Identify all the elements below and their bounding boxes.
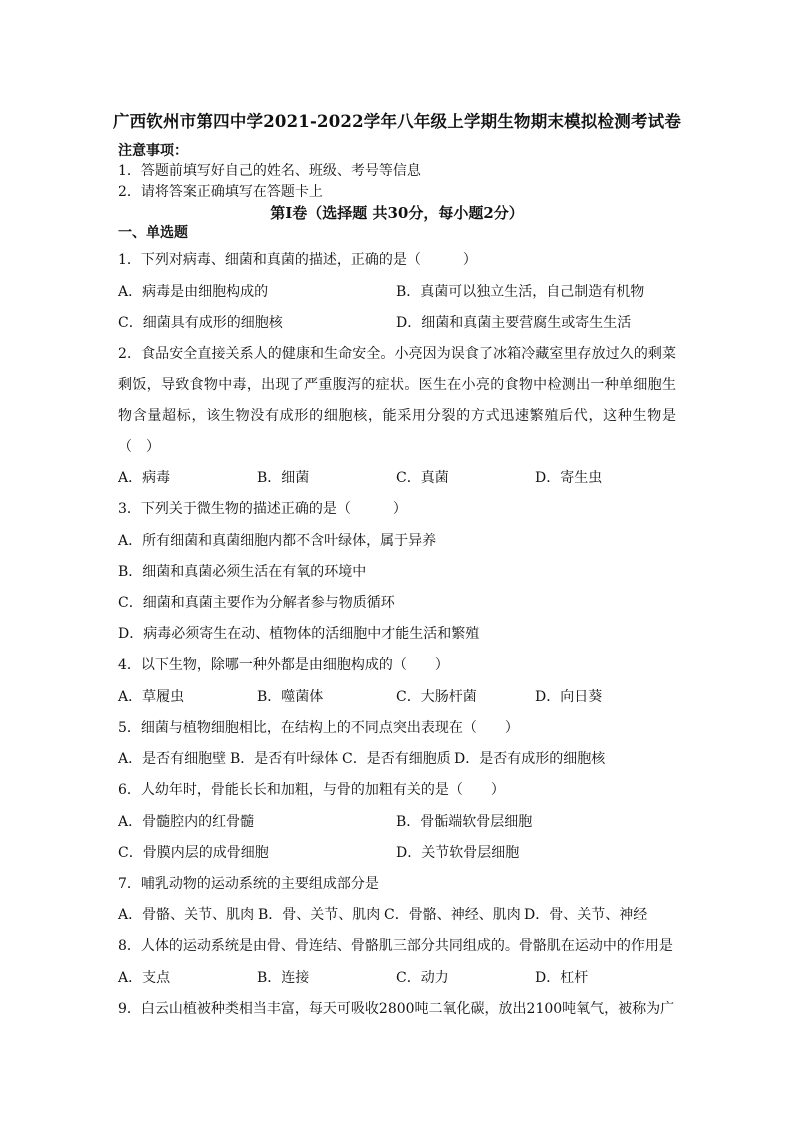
question-1-stem: 1．下列对病毒、细菌和真菌的描述，正确的是（ ）: [118, 252, 477, 268]
q5-option-a: A．是否有细胞壁: [118, 751, 227, 767]
question-2-stem-line-3: 物含量超标，该生物没有成形的细胞核，能采用分裂的方式迅速繁殖后代，这种生物是: [118, 408, 676, 424]
q8-option-b: B．连接: [257, 970, 310, 986]
q7-option-d: D．骨、关节、神经: [524, 907, 648, 923]
q6-option-a: A．骨髓腔内的红骨髓: [118, 814, 255, 830]
question-8-stem: 8．人体的运动系统是由骨、骨连结、骨骼肌三部分共同组成的。骨骼肌在运动中的作用是: [118, 938, 673, 954]
q4-option-b: B．噬菌体: [257, 689, 324, 705]
question-2-stem-line-2: 剩饭，导致食物中毒，出现了严重腹泻的症状。医生在小亮的食物中检测出一种单细胞生: [118, 377, 676, 393]
q7-option-a: A．骨骼、关节、肌肉: [118, 907, 255, 923]
q4-option-d: D．向日葵: [535, 689, 603, 705]
q1-option-c: C．细菌具有成形的细胞核: [118, 315, 283, 331]
question-2-stem-line-4: （ ）: [118, 439, 160, 455]
q2-option-d: D．寄生虫: [535, 470, 603, 486]
q3-option-a: A．所有细菌和真菌细胞内都不含叶绿体，属于异养: [118, 533, 437, 549]
q5-option-c: C．是否有细胞质: [342, 751, 451, 767]
question-3-stem: 3．下列关于微生物的描述正确的是（ ）: [118, 501, 407, 517]
q2-option-b: B．细菌: [257, 470, 310, 486]
q8-option-d: D．杠杆: [535, 970, 589, 986]
notice-item: 1．答题前填写好自己的姓名、班级、考号等信息: [118, 163, 421, 179]
question-4-stem: 4．以下生物，除哪一种外都是由细胞构成的（ ）: [118, 657, 449, 673]
q6-option-c: C．骨膜内层的成骨细胞: [118, 845, 269, 861]
notice-item: 2．请将答案正确填写在答题卡上: [118, 184, 323, 200]
q2-option-a: A．病毒: [118, 470, 171, 486]
q7-option-b: B．骨、关节、肌肉: [258, 907, 381, 923]
section-heading: 一、单选题: [118, 225, 188, 241]
q1-option-b: B．真菌可以独立生活，自己制造有机物: [396, 284, 645, 300]
q6-option-b: B．骨骺端软骨层细胞: [396, 814, 533, 830]
exam-title: 广西钦州市第四中学2021-2022学年八年级上学期生物期末模拟检测考试卷: [112, 112, 682, 131]
volume-heading: 第I卷（选择题 共30分，每小题2分）: [270, 204, 524, 222]
q2-option-c: C．真菌: [396, 470, 449, 486]
q4-option-c: C．大肠杆菌: [396, 689, 477, 705]
question-7-stem: 7．哺乳动物的运动系统的主要组成部分是: [118, 876, 379, 892]
q1-option-a: A．病毒是由细胞构成的: [118, 284, 269, 300]
q4-option-a: A．草履虫: [118, 689, 185, 705]
q3-option-b: B．细菌和真菌必须生活在有氧的环境中: [118, 564, 367, 580]
q8-option-c: C．动力: [396, 970, 449, 986]
question-6-stem: 6．人幼年时，骨能长长和加粗，与骨的加粗有关的是（ ）: [118, 782, 505, 798]
q8-option-a: A．支点: [118, 970, 171, 986]
q7-option-c: C．骨骼、神经、肌肉: [384, 907, 521, 923]
q5-option-d: D．是否有成形的细胞核: [454, 751, 606, 767]
question-9-stem: 9．白云山植被种类相当丰富，每天可吸收2800吨二氧化碳，放出2100吨氧气，被称为广: [118, 1001, 675, 1017]
question-5-stem: 5．细菌与植物细胞相比，在结构上的不同点突出表现在（ ）: [118, 720, 519, 736]
q6-option-d: D．关节软骨层细胞: [396, 845, 520, 861]
q5-option-b: B．是否有叶绿体: [230, 751, 339, 767]
q3-option-d: D．病毒必须寄生在动、植物体的活细胞中才能生活和繁殖: [118, 626, 480, 642]
q3-option-c: C．细菌和真菌主要作为分解者参与物质循环: [118, 595, 395, 611]
q1-option-d: D．细菌和真菌主要营腐生或寄生生活: [396, 315, 632, 331]
notice-label: 注意事项：: [118, 143, 188, 159]
question-2-stem-line-1: 2．食品安全直接关系人的健康和生命安全。小亮因为误食了冰箱冷藏室里存放过久的剩菜: [118, 346, 676, 362]
